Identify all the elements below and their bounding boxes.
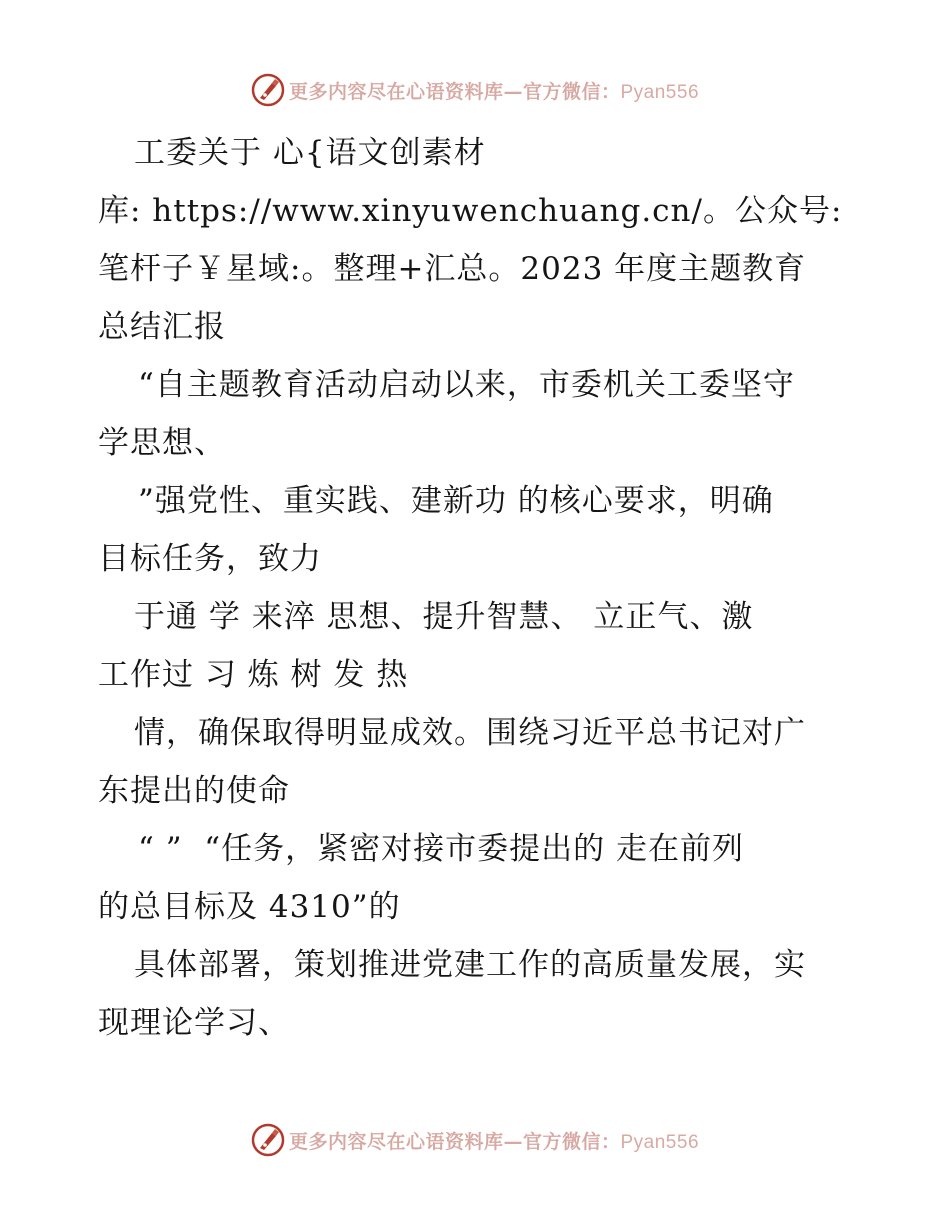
document-body — [98, 124, 878, 1052]
pen-nib-logo-icon — [251, 1123, 285, 1157]
footer-banner — [0, 1120, 950, 1160]
footer-banner-wechat: Pyan556 — [620, 1131, 700, 1153]
header-banner-text: 更多内容尽在心语资料库—官方微信：Pyan556 — [288, 80, 700, 103]
body-line: 工委关于 心{语文创素材 — [134, 135, 486, 171]
body-line: 于通 学 来淬 思想、提升智慧、 立正气、激 — [134, 599, 754, 635]
body-line: 笔杆子￥星域:。整理+汇总。2023 年度主题教育 — [98, 251, 807, 287]
body-line: 东提出的使命 — [98, 773, 290, 809]
body-line: “ ” “任务，紧密对接市委提出的 走在前列 — [138, 831, 744, 867]
body-line: 目标任务，致力 — [98, 541, 322, 577]
body-line: 现理论学习、 — [98, 1005, 290, 1041]
body-line: 情，确保取得明显成效。围绕习近平总书记对广 — [134, 715, 806, 751]
body-line: “自主题教育活动启动以来，市委机关工委坚守 — [138, 367, 795, 403]
footer-banner-text: 更多内容尽在心语资料库—官方微信：Pyan556 — [288, 1130, 700, 1153]
body-line: ”强党性、重实践、建新功 的核心要求，明确 — [138, 483, 774, 519]
body-line: 工作过 习 炼 树 发 热 — [98, 657, 409, 693]
body-line: 具体部署，策划推进党建工作的高质量发展，实 — [134, 947, 806, 983]
body-line: 学思想、 — [98, 425, 226, 461]
header-banner-wechat: Pyan556 — [620, 81, 700, 103]
body-line: 总结汇报 — [98, 309, 226, 345]
body-line: 的总目标及 4310”的 — [98, 889, 401, 925]
pen-nib-logo-icon — [251, 73, 285, 107]
body-line: 库: https://www.xinyuwenchuang.cn/。公众号: — [98, 193, 843, 229]
header-banner — [0, 70, 950, 110]
